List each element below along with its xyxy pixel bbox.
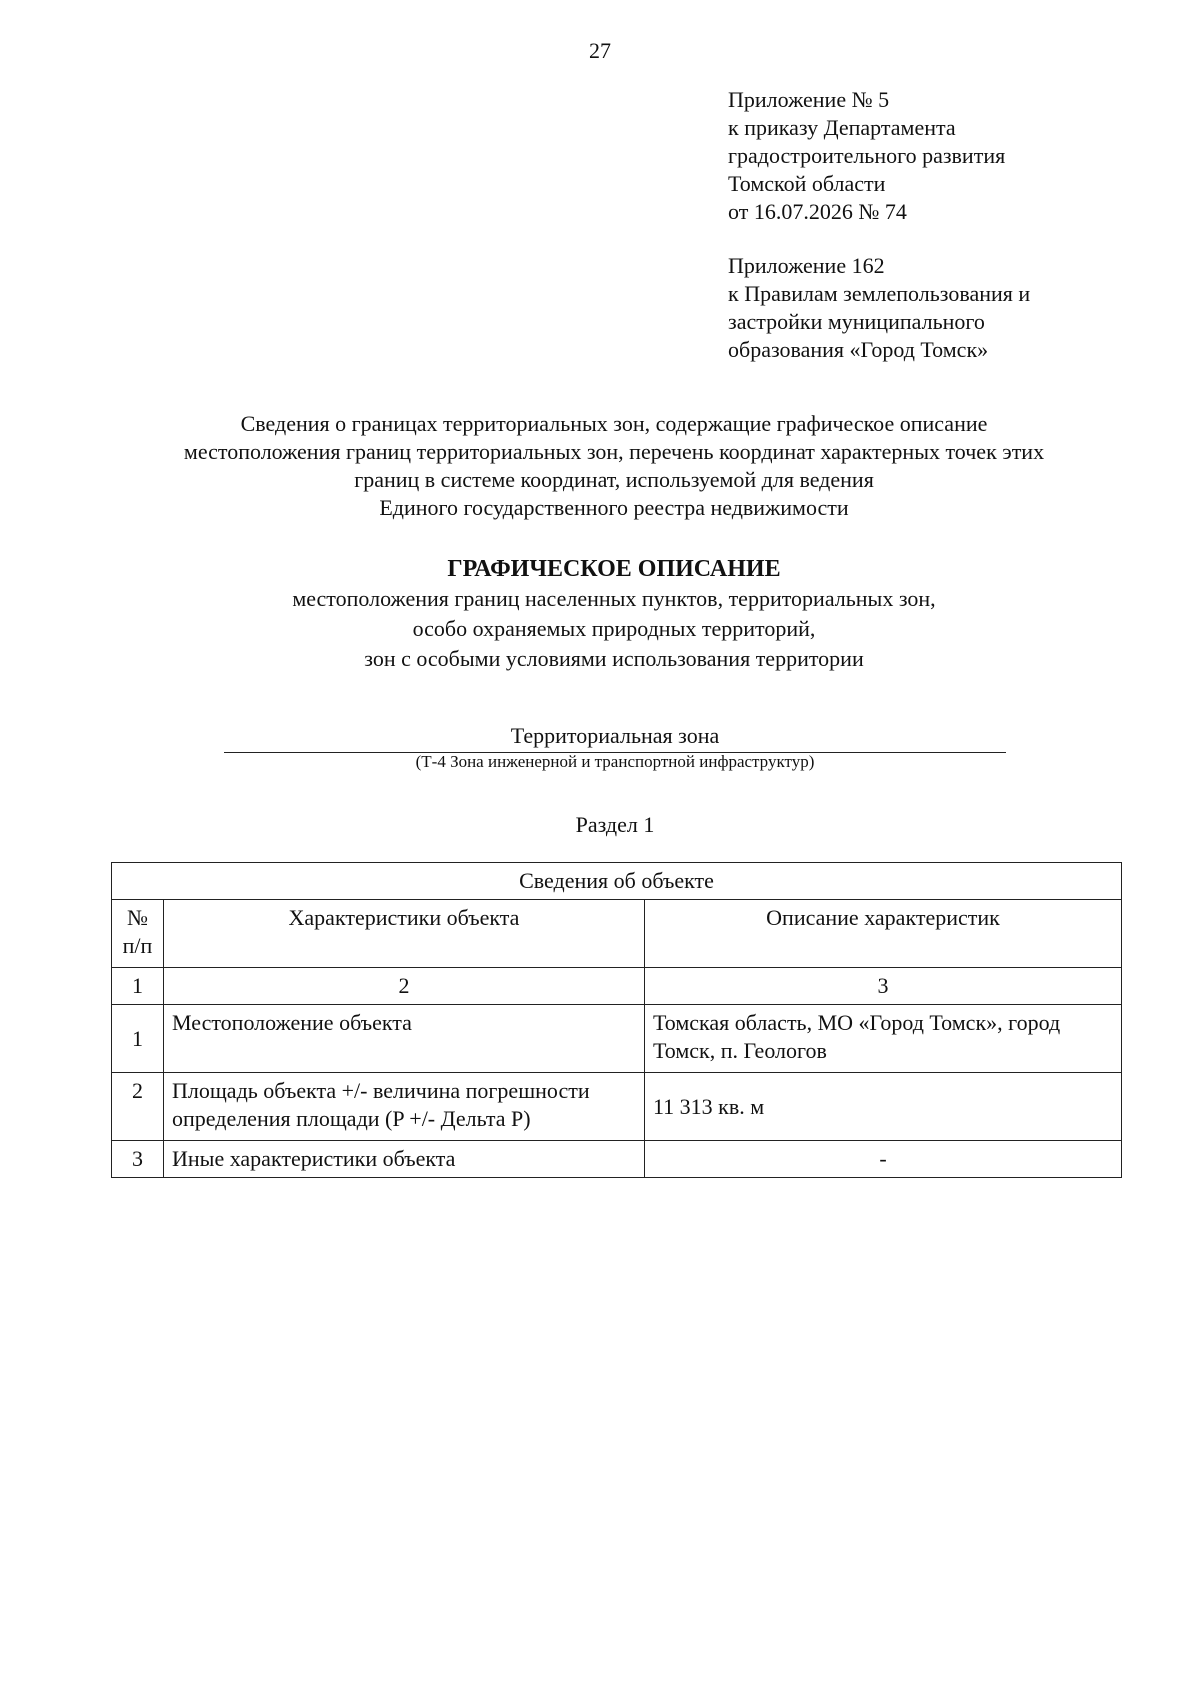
row-number: 2	[112, 1073, 164, 1141]
appendix-order-block	[728, 86, 1005, 226]
object-info-table	[111, 862, 1122, 1178]
table-title-row	[112, 863, 1122, 900]
column-number: 1	[112, 968, 164, 1005]
row-characteristic: Площадь объекта +/- величина погрешности определения площади (P +/- Дельта P)	[164, 1073, 645, 1141]
graphic-description-block	[0, 554, 1200, 674]
appendix-line: образования «Город Томск»	[728, 337, 989, 362]
row-description: -	[645, 1141, 1122, 1178]
zone-caption: (Т-4 Зона инженерной и транспортной инфраструктур)	[415, 752, 815, 771]
row-number: 3	[112, 1141, 164, 1178]
intro-line: Единого государственного реестра недвижимости	[379, 495, 849, 520]
page-number: 27	[589, 38, 611, 63]
table-row	[112, 1141, 1122, 1178]
appendix-line: Приложение 162	[728, 253, 885, 278]
appendix-line: градостроительного развития	[728, 143, 1006, 168]
row-characteristic: Местоположение объекта	[164, 1005, 645, 1073]
intro-paragraph	[0, 410, 1200, 522]
appendix-line: застройки муниципального	[728, 309, 985, 334]
header-number: № п/п	[112, 900, 164, 968]
column-number: 2	[164, 968, 645, 1005]
appendix-line: Томской области	[728, 171, 886, 196]
row-characteristic: Иные характеристики объекта	[164, 1141, 645, 1178]
row-description: 11 313 кв. м	[645, 1073, 1122, 1141]
table-row	[112, 1005, 1122, 1073]
table-title: Сведения об объекте	[112, 863, 1122, 900]
column-number: 3	[645, 968, 1122, 1005]
graphic-description-line: зон с особыми условиями использования территории	[364, 646, 864, 671]
zone-label: Территориальная зона	[224, 722, 1006, 753]
appendix-line: к приказу Департамента	[728, 115, 956, 140]
intro-line: местоположения границ территориальных зон, перечень координат характерных точек этих	[183, 439, 1045, 464]
graphic-description-line: местоположения границ населенных пунктов, территориальных зон,	[292, 586, 936, 611]
intro-line: границ в системе координат, используемой для ведения	[354, 467, 874, 492]
intro-line: Сведения о границах территориальных зон, содержащие графическое описание	[240, 411, 988, 436]
appendix-line: к Правилам землепользования и	[728, 281, 1031, 306]
appendix-rules-block	[728, 252, 1030, 364]
table-column-numbers-row	[112, 968, 1122, 1005]
header-characteristic: Характеристики объекта	[164, 900, 645, 968]
header-description: Описание характеристик	[645, 900, 1122, 968]
section-heading: Раздел 1	[575, 812, 655, 837]
table-row	[112, 1073, 1122, 1141]
graphic-description-title: ГРАФИЧЕСКОЕ ОПИСАНИЕ	[447, 556, 781, 582]
row-number: 1	[112, 1005, 164, 1073]
row-description: Томская область, МО «Город Томск», город Томск, п. Геологов	[645, 1005, 1122, 1073]
appendix-line: от 16.07.2026 № 74	[728, 199, 907, 224]
graphic-description-line: особо охраняемых природных территорий,	[412, 616, 816, 641]
appendix-line: Приложение № 5	[728, 87, 890, 112]
table-header-row	[112, 900, 1122, 968]
